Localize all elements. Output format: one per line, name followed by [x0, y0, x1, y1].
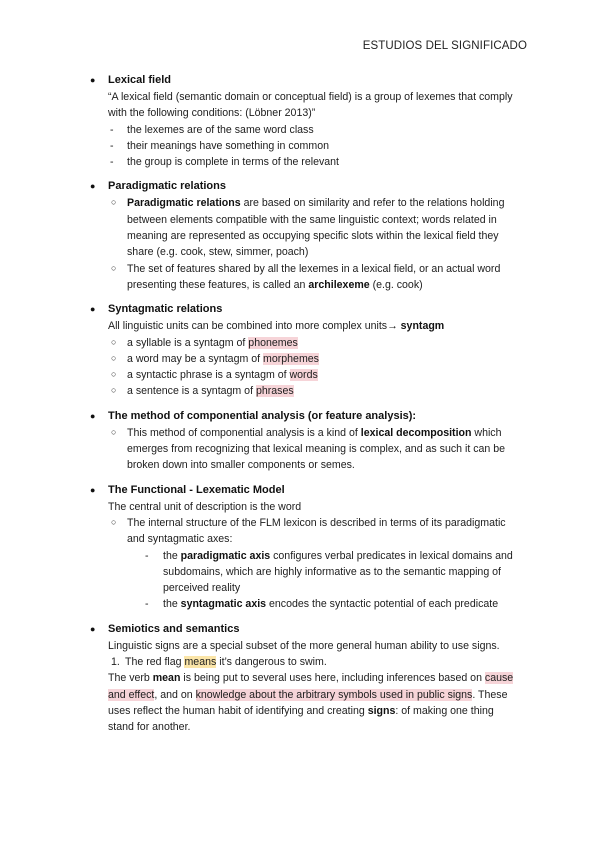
section-title	[91, 73, 521, 88]
bullet-icon: ●	[90, 304, 96, 315]
list-item: ○ This method of componential analysis is a kind of lexical decomposition which emerges from recognizing that lexical meaning is complex, and as such it can be broken down into smaller components or semes.	[91, 425, 521, 474]
highlighted-text: words	[289, 369, 318, 382]
list-item: ○ a syllable is a syntagm of phonemes	[91, 335, 521, 351]
section-title-text: Lexical field	[108, 74, 171, 86]
flm-list	[91, 515, 521, 548]
page-header: ESTUDIOS DEL SIGNIFICADO	[362, 40, 527, 52]
highlighted-text: phonemes	[248, 336, 298, 349]
section-title-text: Semiotics and semantics	[108, 622, 240, 635]
bullet-icon: ●	[90, 484, 96, 495]
section-title	[91, 302, 521, 317]
highlighted-text: means	[184, 656, 217, 669]
circle-bullet-icon: ○	[111, 197, 117, 208]
circle-bullet-icon: ○	[111, 516, 117, 527]
list-item: - the syntagmatic axis encodes the syntactic potential of each predicate	[91, 596, 521, 612]
section-title	[91, 622, 521, 637]
list-item: - the group is complete in terms of the relevant	[91, 154, 521, 170]
list-item: 1. The red flag means it’s dangerous to swim.	[108, 654, 521, 670]
section-paradigmatic-relations	[91, 179, 521, 293]
example-list	[108, 654, 521, 670]
lexical-field-quote: “A lexical field (semantic domain or conceptual field) is a group of lexemes that comply with the following conditions: (Löbner 2013)”	[108, 91, 513, 120]
paradigmatic-list	[91, 195, 521, 293]
dash-icon: -	[145, 549, 149, 562]
dash-icon: -	[145, 598, 149, 611]
dash-icon: -	[110, 123, 114, 136]
axes-list	[91, 548, 521, 613]
section-title-text: The Functional - Lexematic Model	[108, 483, 285, 496]
circle-bullet-icon: ○	[111, 262, 117, 273]
list-item: ○ a syntactic phrase is a syntagm of words	[91, 367, 521, 383]
componential-list	[91, 425, 521, 474]
highlighted-text: phrases	[255, 385, 294, 398]
section-syntagmatic-relations	[91, 302, 521, 399]
bullet-icon: ●	[90, 75, 96, 85]
bullet-icon: ●	[90, 181, 96, 192]
syntagm-list	[91, 335, 521, 400]
list-number: 1.	[111, 656, 120, 669]
highlighted-text: cause and effect	[108, 672, 514, 701]
section-title	[91, 179, 521, 194]
highlighted-text: morphemes	[263, 352, 319, 365]
section-functional-lexematic-model	[91, 483, 521, 613]
section-lexical-field	[91, 73, 521, 170]
highlighted-text: knowledge about the arbitrary symbols used in public signs	[195, 688, 473, 701]
list-item: - the paradigmatic axis configures verbal predicates in lexical domains and subdomains, which are highly informative as to the semantic mapping of perceived reality	[145, 549, 513, 595]
section-componential-analysis	[91, 409, 521, 474]
circle-bullet-icon: ○	[111, 369, 117, 380]
list-item: ○ a sentence is a syntagm of phrases	[91, 383, 521, 399]
syntagm-intro: All linguistic units can be combined into more complex units→ syntagm	[108, 320, 445, 333]
section-semiotics-and-semantics	[91, 622, 521, 736]
circle-bullet-icon: ○	[111, 336, 117, 347]
circle-bullet-icon: ○	[111, 426, 117, 437]
section-title	[91, 483, 521, 498]
bullet-icon: ●	[90, 410, 96, 421]
semiotics-paragraph: The verb mean is being put to several uses here, including inferences based on cause and effect, and on knowledge about the arbitrary symbols used in public signs. These uses reflect the human habit of identifying and creating signs: of making one thing stand for another.	[108, 672, 514, 734]
list-item: - the lexemes are of the same word class	[91, 122, 521, 138]
section-title-text: Paradigmatic relations	[108, 180, 226, 193]
section-title	[91, 409, 521, 424]
list-item: ○ Paradigmatic relations are based on similarity and refer to the relations holding between elements compatible with the same linguistic context; words related in meaning are represented as occupying specific slots within the lexical field they share (e.g. cook, stew, simmer, poach)	[91, 195, 521, 260]
notes-page	[91, 73, 521, 745]
condition-list	[91, 122, 521, 171]
dash-icon: -	[110, 139, 114, 152]
section-title-text: The method of componential analysis (or feature analysis):	[108, 409, 417, 422]
semiotics-intro: Linguistic signs are a special subset of the more general human ability to use signs.	[108, 639, 500, 652]
flm-intro: The central unit of description is the word	[108, 500, 302, 513]
list-item: ○ The internal structure of the FLM lexicon is described in terms of its paradigmatic and syntagmatic axes:	[91, 515, 521, 548]
section-title-text: Syntagmatic relations	[108, 303, 223, 316]
list-item: ○ The set of features shared by all the lexemes in a lexical field, or an actual word presenting these features, is called an archilexeme (e.g. cook)	[91, 261, 521, 294]
list-item: - their meanings have something in common	[91, 138, 521, 154]
list-item: ○ a word may be a syntagm of morphemes	[91, 351, 521, 367]
bullet-icon: ●	[90, 623, 96, 634]
dash-icon: -	[110, 156, 114, 169]
circle-bullet-icon: ○	[111, 352, 117, 363]
circle-bullet-icon: ○	[111, 385, 117, 396]
